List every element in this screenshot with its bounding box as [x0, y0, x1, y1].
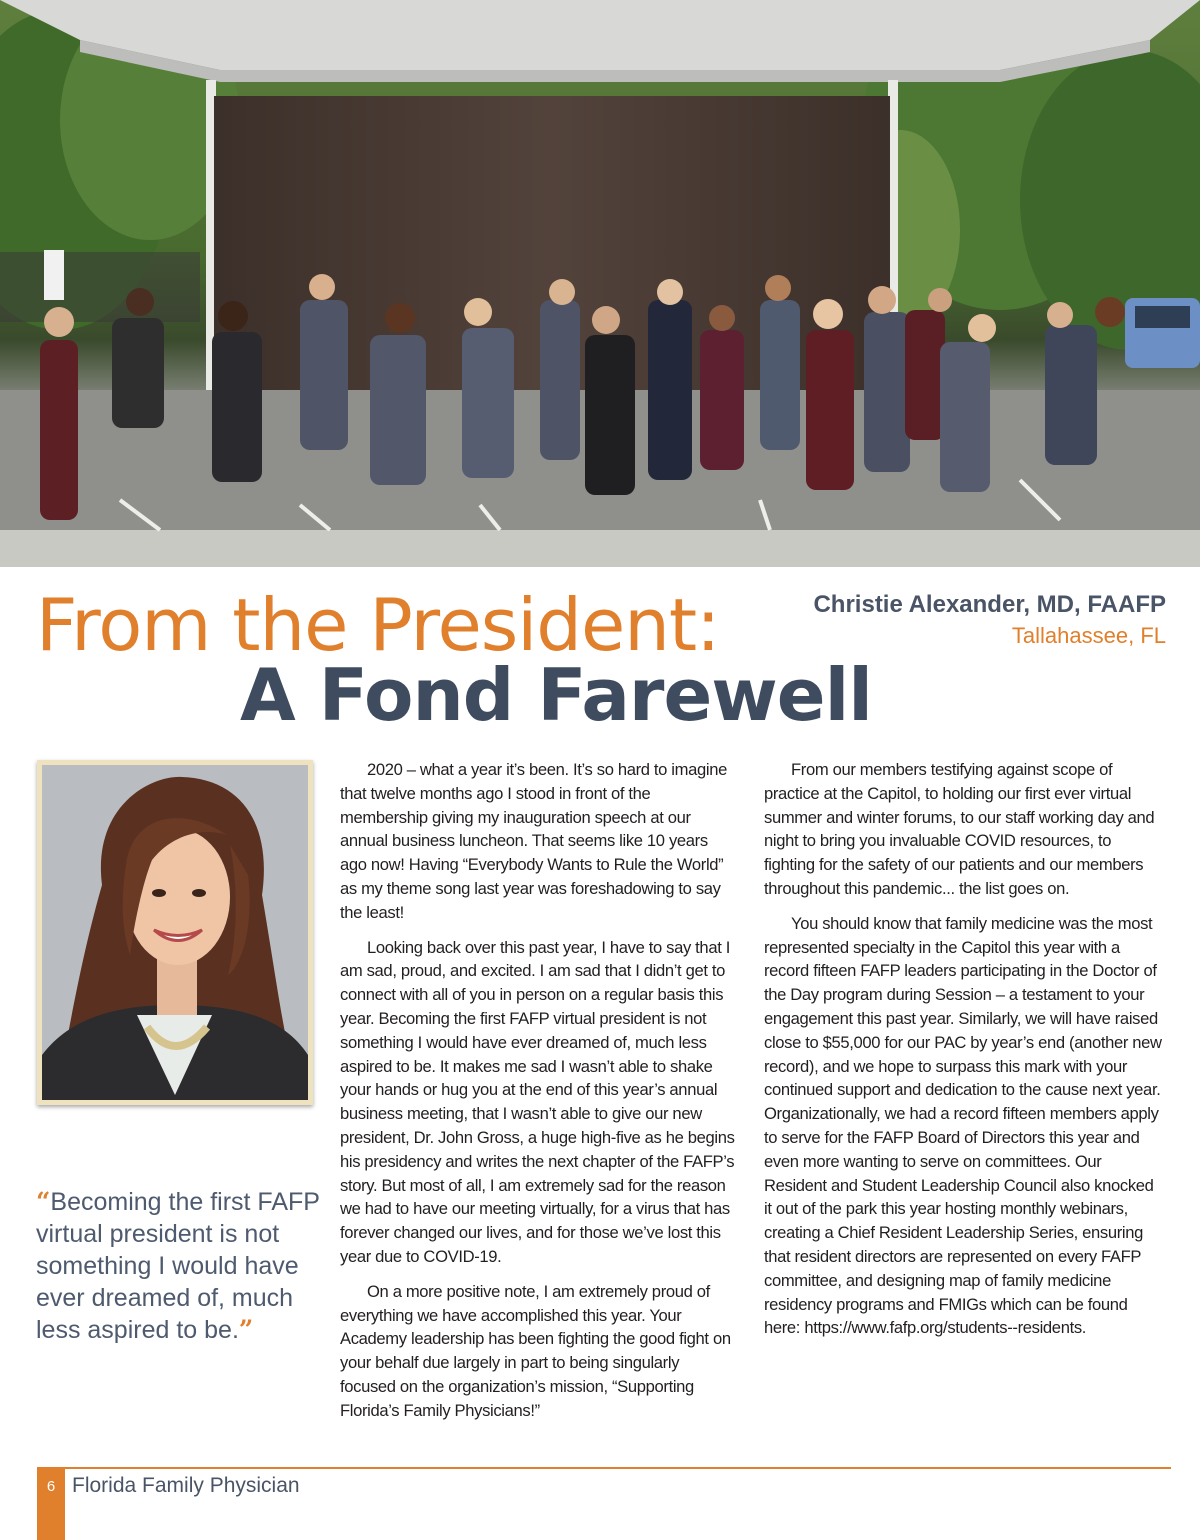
pull-quote-text: Becoming the first FAFP virtual president is not something I would have ever dreamed of, much less aspired to be. — [36, 1188, 320, 1344]
page-number: 6 — [46, 1478, 56, 1495]
footer-divider — [37, 1467, 1171, 1469]
group-photo-illustration — [0, 0, 1200, 567]
author-portrait — [37, 760, 313, 1105]
portrait-illustration — [42, 765, 308, 1100]
author-location: Tallahassee, FL — [1011, 623, 1166, 648]
article-column-2 — [764, 758, 1164, 1351]
paragraph: Looking back over this past year, I have to say that I am sad, proud, and excited. I am sad that I didn’t get to connect with all of you in person on a regular basis this year. Becoming the first FAFP virtual president is not something I would have ever dreamed of, much less aspired to be. It makes me sad I wasn’t able to shake your hands or hug you at the end of this year’s annual business meeting, that I wasn’t able to give our new president, Dr. John Gross, a huge high-five as he begins his presidency and writes the next chapter of the FAFP’s story. But most of all, I am extremely sad for the reason we had to have our meeting virtually, for a virus that has forever changed our lives, and for those we’ve lost this year due to COVID-19. — [340, 937, 735, 1266]
author-byline — [813, 590, 1166, 652]
close-quote-mark: ” — [238, 1315, 254, 1344]
paragraph: 2020 – what a year it’s been. It’s so hard to imagine that twelve months ago I stood in front of the membership giving my inauguration speech at our annual business luncheon. That seems like 10 years ago now! Having “Everybody Wants to Rule the World” as my theme song last year was foreshadowing to say the least! — [340, 760, 727, 922]
article-column-1 — [340, 758, 735, 1434]
publication-name: Florida Family Physician — [72, 1474, 300, 1497]
headline-line-1: From the President: — [36, 583, 720, 667]
headline-line-2: A Fond Farewell — [240, 653, 872, 737]
pull-quote — [36, 1186, 326, 1346]
author-name: Christie Alexander, MD, FAAFP — [813, 591, 1166, 618]
paragraph: From our members testifying against scope of practice at the Capitol, to holding our first ever virtual summer and winter forums, to our staff working day and night to bring you invaluable COVID resources, to fighting for the safety of our patients and our members throughout this pandemic... the list goes on. — [764, 760, 1155, 898]
paragraph: On a more positive note, I am extremely proud of everything we have accomplished this year. Your Academy leadership has been fighting the good fight on your behalf due largely in part to being singularly focused on the organization’s mission, “Supporting Florida’s Family Physicians!” — [340, 1281, 731, 1420]
paragraph: You should know that family medicine was the most represented specialty in the Capitol this year with a record fifteen FAFP leaders participating in the Doctor of the Day program during Session – a testament to your engagement this past year. Similarly, we will have raised close to $55,000 for our PAC by year’s end (another new record), and we hope to surpass this mark with your continued support and dedication to the cause next year. Organizationally, we had a record fifteen members apply to serve for the FAFP Board of Directors this year and even more wanting to serve on committees. Our Resident and Student Leadership Council also knocked it out of the park this year hosting monthly webinars, creating a Chief Resident Leadership Series, ensuring that resident directors are represented on every FAFP committee, and designing map of family medicine residency programs and FMIGs which can be found here: https://www.fafp.org/students--residents. — [764, 913, 1162, 1338]
open-quote-mark: “ — [36, 1187, 51, 1216]
hero-photo — [0, 0, 1200, 567]
